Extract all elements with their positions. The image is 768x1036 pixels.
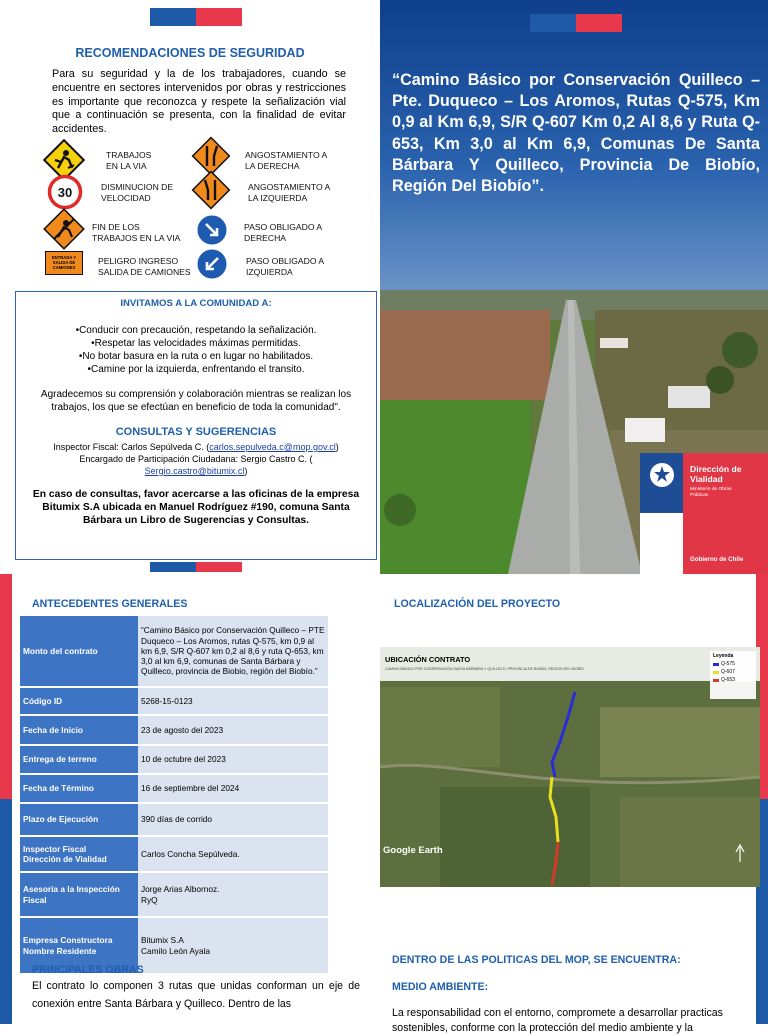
antecedentes-title: ANTECEDENTES GENERALES [32, 598, 188, 610]
localizacion-panel [380, 574, 768, 1034]
keep-left-sign-icon [196, 248, 228, 280]
project-map [380, 647, 760, 887]
sign-label-paso-izquierda: PASO OBLIGADO A IZQUIERDA [246, 256, 325, 277]
sign-label-trabajos: TRABAJOS EN LA VIA [106, 150, 152, 171]
medio-ambiente-text: La responsabilidad con el entorno, compromete a desarrollar practicas sostenibles, conforme con la protección del medio ambiente y la [392, 1007, 723, 1034]
table-row: Entrega de terreno 10 de octubre del 2023 [20, 746, 328, 773]
flag-side-bar [0, 574, 12, 1024]
chile-flag-bar [530, 14, 622, 32]
legend-item: Q-575 [713, 661, 753, 667]
narrowing-right-sign-icon [193, 138, 229, 174]
sign-label-angost-derecha: ANGOSTAMIENTO A LA DERECHA [245, 150, 328, 171]
community-item: •Conducir con precaución, respetando la señalización. [75, 325, 317, 336]
table-row: Empresa Constructora Nombre Residente Bitumix S.A Camilo León Ayala [20, 918, 328, 973]
consultas-title: CONSULTAS Y SUGERENCIAS [115, 426, 277, 438]
chile-flag-bar [150, 562, 242, 572]
legend-item: Q-653 [713, 677, 753, 683]
truck-exit-sign-icon: ENTRADA Y SALIDA DE CAMIONES [45, 251, 83, 275]
encargado-contact: Encargado de Participación Ciudadana: Sergio Castro C. ( [79, 454, 313, 464]
speed-limit-30-sign-icon [48, 175, 82, 209]
community-box [15, 291, 377, 560]
safety-panel [0, 0, 380, 574]
narrowing-left-sign-icon [193, 172, 229, 208]
safety-title: RECOMENDACIONES DE SEGURIDAD [75, 46, 305, 60]
sign-label-fin-trabajos: FIN DE LOS TRABAJOS EN LA VIA [92, 222, 181, 243]
coat-of-arms-icon [648, 461, 676, 489]
table-row: Monto del contrato “Camino Básico por Conservación Quilleco – PTE Duqueco – Los Aromos, rutas Q-575, km 0,9 al km 6,9, S/R Q-607 km 0,2 al 8,6 y ruta Q-653, km 3,0 al km 6,9, comunas de Santa Bárbara y Quilleco, provincia de Biobio, región del Biobío.” [20, 616, 328, 686]
safety-intro: Para su seguridad y la de los trabajadores, cuando se encuentre en sectores intervenidos por obras y restricciones es importante que reconozca y respete la señalización vial que a continuación se presenta, con la finalidad de evitar accidentes. [52, 68, 346, 136]
google-earth-watermark: Google Earth [383, 845, 443, 856]
table-row: Plazo de Ejecución 390 días de corrido [20, 804, 328, 835]
keep-right-sign-icon [196, 214, 228, 246]
map-subtitle: CAMINO BÁSICO POR CONSERVACIÓN SANTA BÁRBARA Y QUILLECO, PROVINCIA DE BIOBÍO, REGIÓN DEL BIOBÍO [385, 667, 584, 671]
community-title: INVITAMOS A LA COMUNIDAD A: [120, 298, 272, 309]
antecedentes-panel [0, 574, 380, 1024]
inspector-email-link[interactable]: carlos.sepulveda.c@mop.gov.cl [209, 442, 336, 452]
community-item: •No botar basura en la ruta o en lugar no habilitados. [78, 351, 314, 362]
community-item: •Camine por la izquierda, enfrentando el transito. [87, 364, 305, 375]
table-row: Código ID 5268-15-0123 [20, 688, 328, 714]
svg-text:30: 30 [57, 185, 73, 200]
table-row: Inspector Fiscal Dirección de Vialidad Carlos Concha Sepúlveda. [20, 837, 328, 871]
cover-title: “Camino Básico por Conservación Quilleco – Pte. Duqueco – Los Aromos, Rutas Q-575, Km 0,9 al Km 6,9, S/R Q-607 Km 0,2 Al 8,6 y Ruta Q-653, Km 3,0 al Km 6,9, Comunas De Santa Bárbara Y Quilleco, Provincia De Biobío, Región Del Biobío”. [392, 71, 760, 196]
encargado-email-line: Sergio.castro@bitumix.cl) [144, 466, 248, 476]
consultas-note: En caso de consultas, favor acercarse a las oficinas de la empresa Bitumix S.A ubicada en Manuel Rodríguez #190, comuna Santa Bárbara un Libro de Sugerencias y Consultas. [32, 489, 360, 526]
map-legend: Leyenda Q-575 Q-607 Q-653 [710, 651, 756, 699]
map-title: UBICACIÓN CONTRATO [385, 655, 471, 664]
table-row: Fecha de Inicio 23 de agosto del 2023 [20, 716, 328, 744]
sign-label-paso-derecha: PASO OBLIGADO A DERECHA [244, 222, 323, 243]
road-works-sign-icon [44, 140, 84, 180]
localizacion-title: LOCALIZACIÓN DEL PROYECTO [394, 598, 561, 610]
encargado-email-link[interactable]: Sergio.castro@bitumix.cl [144, 466, 245, 476]
antecedentes-table [20, 614, 328, 975]
inspector-contact: Inspector Fiscal: Carlos Sepúlveda C. (carlos.sepulveda.c@mop.gov.cl) [53, 442, 339, 452]
sign-label-angost-izquierda: ANGOSTAMIENTO A LA IZQUIERDA [248, 182, 331, 203]
sign-label-velocidad: DISMINUCION DE VELOCIDAD [101, 182, 174, 203]
end-of-works-sign-icon [44, 209, 84, 249]
sign-label-camiones: PELIGRO INGRESO SALIDA DE CAMIONES [98, 256, 191, 277]
obras-title: PRINCIPALES OBRAS [32, 964, 144, 976]
community-item: •Respetar las velocidades máximas permitidas. [91, 338, 301, 349]
legend-item: Q-607 [713, 669, 753, 675]
table-row: Fecha de Término 16 de septiembre del 2024 [20, 775, 328, 802]
community-list [16, 324, 376, 376]
medio-ambiente-title: MEDIO AMBIENTE: [392, 981, 489, 993]
map-header [380, 647, 760, 681]
table-row: Asesoría a la Inspección Fiscal Jorge Arias Albornoz. RyQ [20, 873, 328, 916]
community-thanks: Agradecemos su comprensión y colaboración mientras se realizan los trabajos, los que se efectúan en beneficio de toda la comunidad". [40, 389, 352, 413]
cover-panel [380, 0, 768, 574]
chile-flag-bar [150, 8, 242, 26]
politicas-title: DENTRO DE LAS POLITICAS DEL MOP, SE ENCUENTRA: [392, 954, 681, 966]
vialidad-logo: Dirección de Vialidad Ministerio de Obras Públicas Gobierno de Chile [640, 453, 768, 574]
obras-text: El contrato lo componen 3 rutas que unidas conforman un eje de conexión entre Santa Bárbara y Quilleco. Dentro de las [32, 980, 360, 1010]
